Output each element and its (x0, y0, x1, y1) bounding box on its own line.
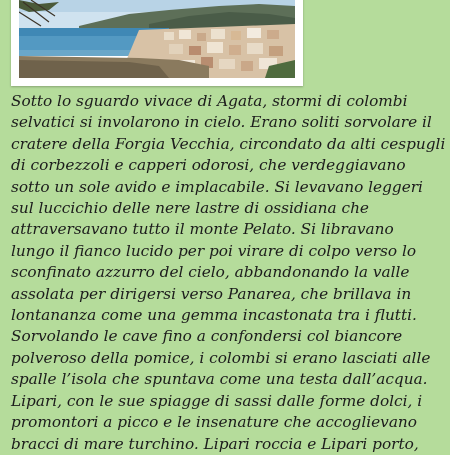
story-line-8: lungo il fianco lucido per poi virare di colpo verso lo (11, 241, 417, 260)
story-line-3: cratere della Forgia Vecchia, circondato da alti cespugli (11, 134, 446, 153)
story-line-14: spalle l’isola che spuntava come una testa dall’acqua. (11, 370, 428, 389)
story-line-13: polveroso della pomice, i colombi si erano lasciati alle (11, 348, 431, 367)
story-line-12: Sorvolando le cave fino a confondersi col biancore (11, 327, 403, 346)
harbor-town-photo (19, 0, 295, 78)
story-line-6: sul luccichio delle nere lastre di ossidiana che (11, 199, 369, 218)
photo-frame (11, 0, 303, 86)
story-text (11, 91, 446, 455)
story-line-4: di corbezzoli e capperi odorosi, che verdeggiavano (11, 156, 406, 175)
story-line-5: sotto un sole avido e implacabile. Si levavano leggeri (11, 177, 423, 196)
story-line-17: bracci di mare turchino. Lipari roccia e Lipari porto, (11, 434, 419, 453)
story-line-7: attraversavano tutto il monte Pelato. Si libravano (11, 220, 394, 239)
story-line-11: lontananza come una gemma incastonata tra i flutti. (11, 306, 417, 325)
story-line-10: assolata per dirigersi verso Panarea, che brillava in (11, 284, 412, 303)
story-line-15: Lipari, con le sue spiagge di sassi dalle forme dolci, i (11, 391, 423, 410)
story-line-16: promontori a picco e le insenature che accoglievano (11, 413, 417, 432)
story-line-2: selvatici si involarono in cielo. Erano soliti sorvolare il (11, 113, 432, 132)
story-line-1: Sotto lo sguardo vivace di Agata, stormi di colombi (11, 92, 408, 110)
story-line-9: sconfinato azzurro del cielo, abbandonando la valle (11, 263, 410, 282)
